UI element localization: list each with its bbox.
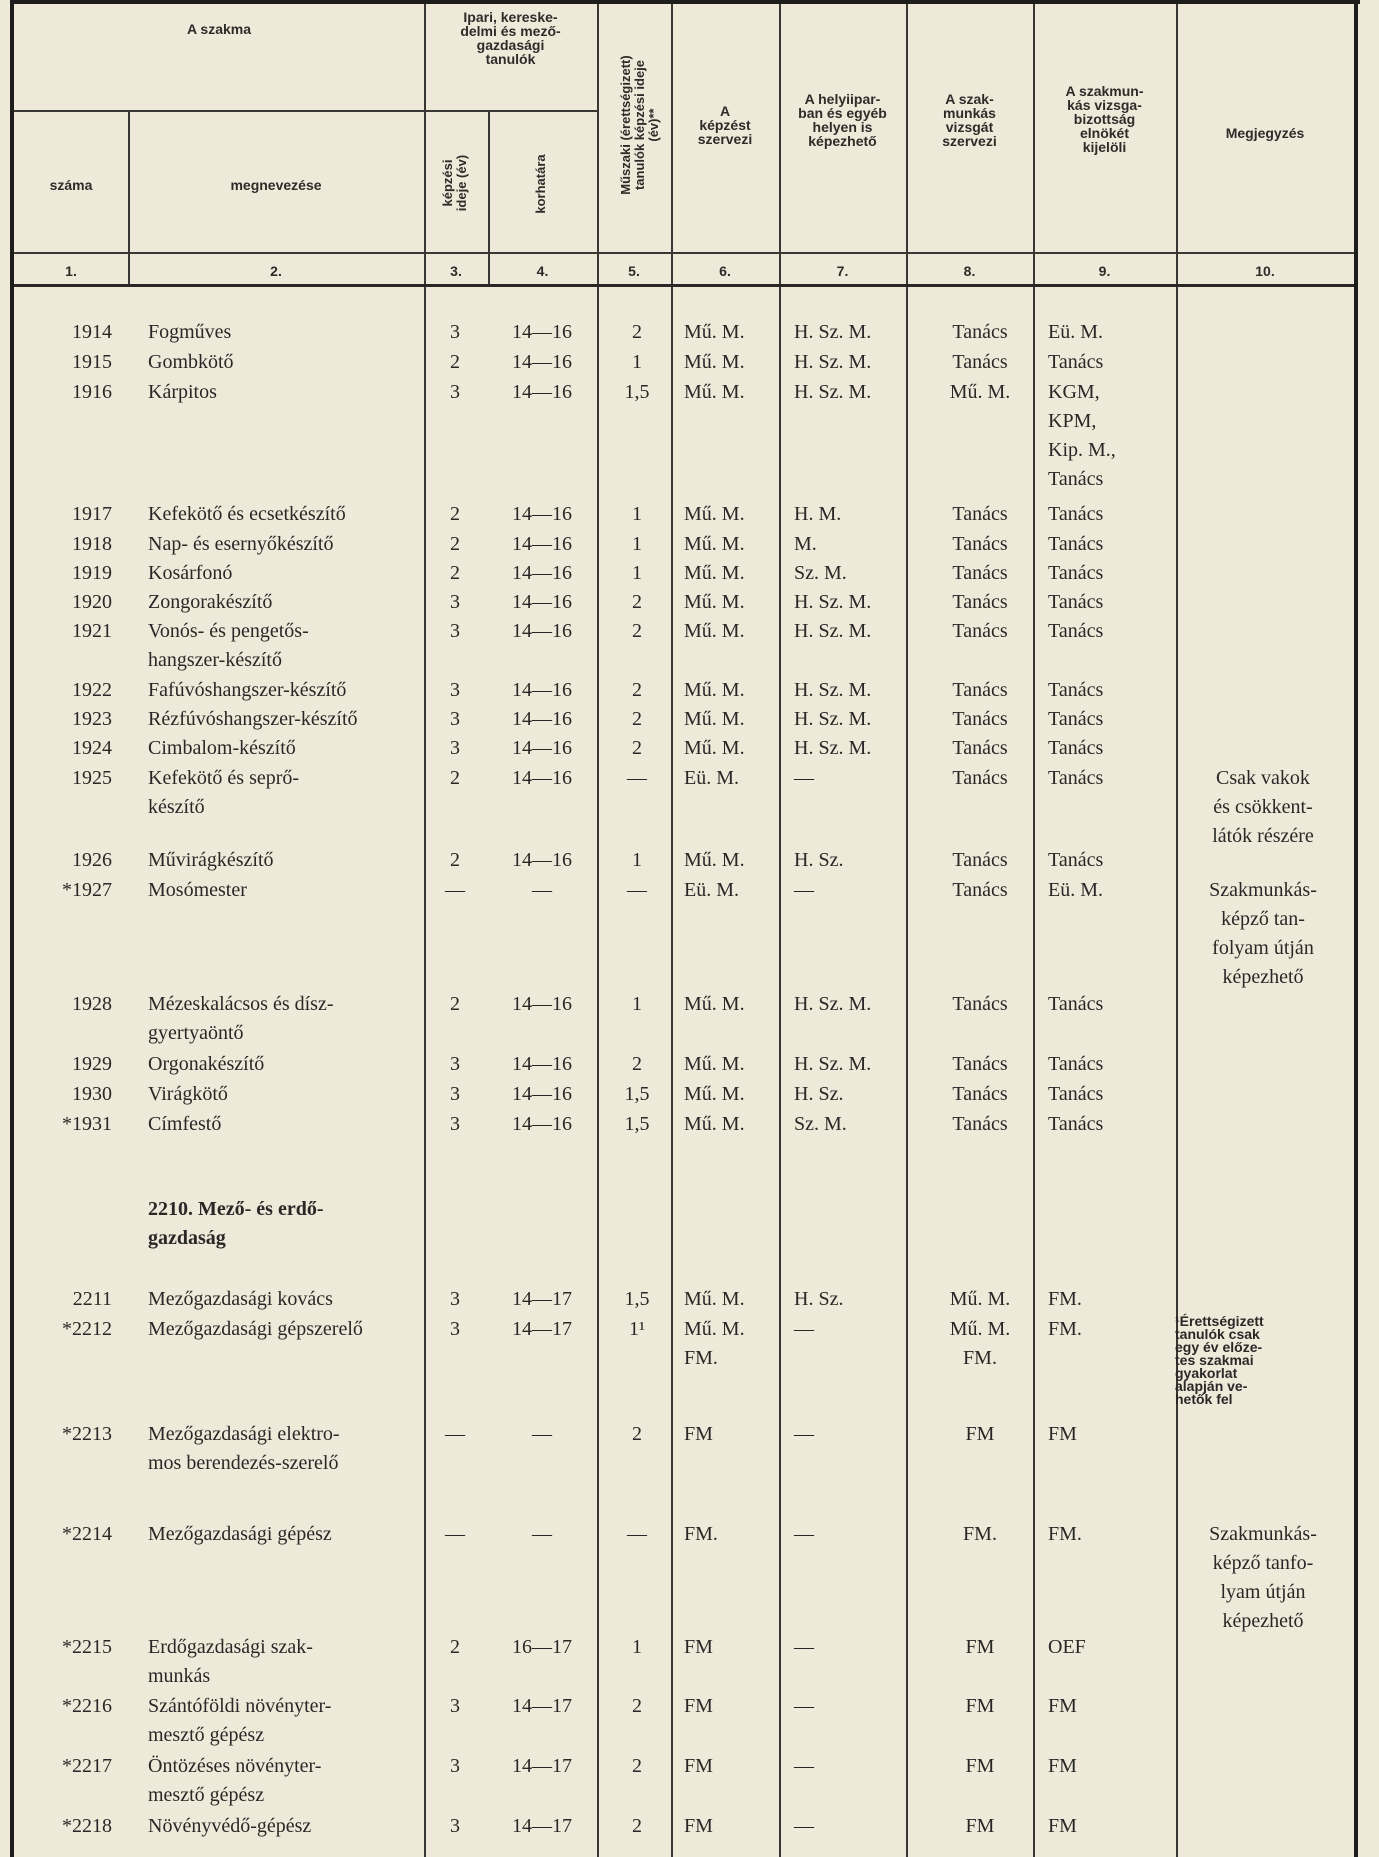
table-cell: Mű. M.	[684, 321, 745, 343]
table-cell: 2	[632, 620, 642, 642]
table-cell: 2	[450, 351, 460, 373]
table-cell: —	[794, 1636, 814, 1658]
table-cell: —	[794, 1755, 814, 1777]
table-cell: Tanács	[952, 1083, 1008, 1105]
table-cell: 1	[632, 849, 642, 871]
row-name: Kosárfonó	[148, 562, 233, 584]
table-cell: Tanács	[1048, 1113, 1104, 1135]
table-cell: —	[445, 879, 465, 901]
table-cell: KGM, KPM, Kip. M., Tanács	[1048, 381, 1116, 490]
table-cell: Tanács	[952, 503, 1008, 525]
row-name: Kefekötő és ecsetkészítő	[148, 503, 346, 525]
divider	[1033, 4, 1035, 1857]
table-cell: 2	[632, 1053, 642, 1075]
table-cell: 3	[450, 679, 460, 701]
table-cell: 3	[450, 1053, 460, 1075]
table-cell: Tanács	[952, 1053, 1008, 1075]
table-cell: H. Sz.	[794, 849, 844, 871]
column-number: 4.	[536, 263, 549, 279]
table-cell: Eü. M.	[684, 767, 739, 789]
table-cell: Tanács	[952, 767, 1008, 789]
table-cell: 1	[632, 1636, 642, 1658]
header-vizsgat-szervezi: A szak- munkás vizsgát szervezi	[942, 91, 997, 149]
table-cell: —	[532, 1523, 552, 1545]
table-cell: Mű. M.	[684, 533, 745, 555]
table-cell: 14—16	[512, 737, 572, 759]
table-cell: FM	[1048, 1423, 1077, 1445]
divider	[14, 110, 597, 112]
row-number: *1931	[62, 1113, 112, 1135]
table-cell: 14—16	[512, 562, 572, 584]
column-number: 2.	[270, 263, 282, 279]
table-cell: Eü. M.	[1048, 321, 1103, 343]
table-cell: H. Sz. M.	[794, 737, 872, 759]
table-cell: H. Sz.	[794, 1083, 844, 1105]
table-cell: H. Sz. M.	[794, 381, 872, 403]
table-cell: 14—16	[512, 351, 572, 373]
table-cell: 14—16	[512, 679, 572, 701]
table-cell: FM	[1048, 1755, 1077, 1777]
table-cell: FM.	[1048, 1318, 1082, 1340]
row-number: 1914	[72, 321, 112, 343]
divider	[597, 4, 599, 1857]
table-cell: —	[794, 1695, 814, 1717]
table-cell: H. Sz. M.	[794, 1053, 872, 1075]
table-cell: —	[627, 879, 647, 901]
table-cell: 1,5	[624, 1288, 650, 1310]
table-cell: FM	[1048, 1815, 1077, 1837]
table-cell: Tanács	[1048, 351, 1104, 373]
header-szama: száma	[49, 177, 93, 193]
row-number: 1915	[72, 351, 112, 373]
table-cell: 2	[632, 321, 642, 343]
row-name: Növényvédő-gépész	[148, 1815, 312, 1837]
row-number: *1927	[62, 879, 112, 901]
table-cell: —	[794, 1815, 814, 1837]
table-cell: 3	[450, 1695, 460, 1717]
table-cell: 1	[632, 503, 642, 525]
table-cell: Mű. M.	[949, 381, 1011, 403]
column-number: 1.	[65, 263, 77, 279]
table-cell: Tanács	[952, 620, 1008, 642]
header-muszaki: Műszaki (érettségizett) tanulók képzési ideje (év)**	[618, 55, 661, 195]
column-number: 7.	[836, 263, 849, 279]
row-number: *2215	[62, 1636, 112, 1658]
table-cell: FM.	[1048, 1288, 1082, 1310]
row-number: 1916	[72, 381, 112, 403]
table-cell: Mű. M. FM.	[684, 1318, 745, 1369]
header-megjegyzes: Megjegyzés	[1225, 125, 1305, 141]
table-cell: Tanács	[1048, 620, 1104, 642]
table-cell: 3	[450, 1288, 460, 1310]
table-cell: Mű. M.	[684, 737, 745, 759]
table-cell: Szakmunkás- képző tanfo- lyam útján képezhető	[1209, 1523, 1317, 1632]
table-cell: Tanács	[1048, 562, 1104, 584]
table-cell: Mű. M.	[684, 1113, 745, 1135]
column-number: 8.	[963, 263, 976, 279]
table-cell: 2	[632, 679, 642, 701]
table-cell: Mű. M. FM.	[949, 1318, 1011, 1369]
table-cell: 14—16	[512, 381, 572, 403]
table-cell: 16—17	[512, 1636, 572, 1658]
row-name: Erdőgazdasági szak- munkás	[148, 1636, 313, 1687]
table-cell: 1,5	[624, 1083, 650, 1105]
table-cell: 14—16	[512, 503, 572, 525]
table-cell: ¹Érettségizett tanulók csak egy év előze- tes szakmai gyakorlat alapján ve- hetők fel	[1175, 1313, 1264, 1407]
table-cell: FM	[1048, 1695, 1077, 1717]
table-cell: Tanács	[1048, 533, 1104, 555]
table-cell: —	[794, 1318, 814, 1340]
row-name: Virágkötő	[148, 1083, 228, 1105]
table-cell: Mű. M.	[684, 1083, 745, 1105]
table-cell: Tanács	[952, 737, 1008, 759]
table-cell: FM	[684, 1423, 713, 1445]
table-cell: 14—17	[512, 1755, 572, 1777]
table-cell: FM	[965, 1636, 995, 1658]
row-number: *2216	[62, 1695, 112, 1717]
table-cell: FM	[684, 1695, 713, 1717]
table-cell: —	[794, 1523, 814, 1545]
table-cell: Eü. M.	[684, 879, 739, 901]
table-cell: Tanács	[952, 849, 1008, 871]
page-edge-top	[10, 0, 1360, 4]
table-cell: 14—17	[512, 1815, 572, 1837]
table-cell: FM	[965, 1423, 995, 1445]
table-cell: Tanács	[1048, 737, 1104, 759]
table-cell: 14—17	[512, 1288, 572, 1310]
row-name: Fogműves	[148, 321, 232, 343]
row-name: Művirágkészítő	[148, 849, 274, 871]
table-cell: 3	[450, 1815, 460, 1837]
table-cell: OEF	[1048, 1636, 1086, 1658]
column-number: 6.	[719, 263, 731, 279]
table-cell: —	[794, 1423, 814, 1445]
header-szakma: A szakma	[186, 21, 252, 37]
table-cell: Tanács	[952, 351, 1008, 373]
table-cell: Eü. M.	[1048, 879, 1103, 901]
column-number: 9.	[1098, 263, 1111, 279]
header-megnevezese: megnevezése	[230, 177, 322, 193]
table-cell: Mű. M.	[684, 1288, 745, 1310]
table-cell: Tanács	[952, 879, 1008, 901]
table-cell: Tanács	[1048, 708, 1104, 730]
table-cell: FM	[965, 1695, 995, 1717]
table-cell: 2	[632, 1423, 642, 1445]
table-cell: 14—17	[512, 1695, 572, 1717]
row-number: *2214	[62, 1523, 112, 1545]
table-cell: 14—16	[512, 1083, 572, 1105]
table-cell: H. Sz.	[794, 1288, 844, 1310]
table-cell: 3	[450, 1113, 460, 1135]
header-elnoket-kijeloli: A szakmun- kás vizsga- bizottság elnökét kijelöli	[1065, 83, 1144, 155]
table-cell: FM	[965, 1755, 995, 1777]
table-cell: FM.	[963, 1523, 997, 1545]
table-cell: 14—16	[512, 1053, 572, 1075]
divider	[779, 4, 781, 1857]
table-cell: —	[794, 879, 814, 901]
divider	[906, 4, 908, 1857]
table-cell: 2	[450, 533, 460, 555]
table-cell: Tanács	[1048, 1083, 1104, 1105]
table-cell: Tanács	[952, 591, 1008, 613]
table-cell: Tanács	[952, 679, 1008, 701]
header-tanulok: Ipari, kereske- delmi és mező- gazdasági tanulók	[460, 9, 561, 67]
row-name: Mosómester	[148, 879, 247, 901]
row-name: Mezőgazdasági elektro- mos berendezés-szerelő	[148, 1423, 340, 1474]
row-number: 1929	[72, 1053, 112, 1075]
table-cell: Mű. M.	[684, 381, 745, 403]
row-number: *2218	[62, 1815, 112, 1837]
table-cell: 1,5	[624, 1113, 650, 1135]
table-cell: 3	[450, 321, 460, 343]
table-cell: Mű. M.	[684, 562, 745, 584]
table-cell: 14—16	[512, 533, 572, 555]
header-helyiiparban: A helyiipar- ban és egyéb helyen is képezhető	[798, 91, 887, 149]
row-name: Orgonakészítő	[148, 1053, 265, 1075]
table-cell: Mű. M.	[684, 351, 745, 373]
table-cell: Tanács	[952, 1113, 1008, 1135]
table-cell: 2	[632, 591, 642, 613]
table-cell: 2	[450, 993, 460, 1015]
divider	[128, 110, 130, 285]
row-name: Kárpitos	[148, 381, 217, 403]
table-cell: 2	[450, 849, 460, 871]
row-number: 1923	[72, 708, 112, 730]
table-cell: M.	[794, 533, 817, 555]
divider	[14, 252, 1354, 254]
table-cell: FM	[684, 1636, 713, 1658]
row-name: Öntözéses növényter- mesztő gépész	[148, 1755, 322, 1806]
table-cell: 14—17	[512, 1318, 572, 1340]
row-number: 1922	[72, 679, 112, 701]
row-name: Mézeskalácsos és dísz- gyertyaöntő	[148, 993, 334, 1044]
table-cell: Tanács	[1048, 591, 1104, 613]
table-cell: —	[627, 767, 647, 789]
table-cell: —	[794, 767, 814, 789]
divider	[671, 4, 673, 1857]
row-name: Szántóföldi növényter- mesztő gépész	[148, 1695, 332, 1746]
row-name: Zongorakészítő	[148, 591, 273, 613]
table-cell: 3	[450, 620, 460, 642]
row-name: Fafúvóshangszer-készítő	[148, 679, 347, 701]
table-cell: 1	[632, 533, 642, 555]
table-cell: Sz. M.	[794, 1113, 847, 1135]
column-number: 3.	[450, 263, 462, 279]
table-cell: 2	[450, 503, 460, 525]
table-cell: Tanács	[952, 533, 1008, 555]
table-cell: Mű. M.	[684, 620, 745, 642]
table-cell: Tanács	[952, 562, 1008, 584]
row-name: Vonós- és pengetős- hangszer-készítő	[148, 620, 309, 671]
table-cell: H. Sz. M.	[794, 679, 872, 701]
table-cell: Tanács	[1048, 503, 1104, 525]
table-cell: H. Sz. M.	[794, 591, 872, 613]
header-rule	[14, 284, 1354, 287]
table-cell: 2	[450, 562, 460, 584]
row-name: Mezőgazdasági gépész	[148, 1523, 332, 1545]
table-cell: 3	[450, 1755, 460, 1777]
row-number: 1919	[72, 562, 112, 584]
table-cell: 1,5	[624, 381, 650, 403]
row-name: Mezőgazdasági gépszerelő	[148, 1318, 363, 1340]
row-number: 1920	[72, 591, 112, 613]
table-cell: —	[627, 1523, 647, 1545]
row-number: *2212	[62, 1318, 112, 1340]
table-cell: 1	[632, 351, 642, 373]
row-number: *2217	[62, 1755, 112, 1777]
page-edge-right	[1354, 0, 1358, 1857]
table-cell: Tanács	[952, 708, 1008, 730]
table-cell: FM	[684, 1755, 713, 1777]
row-name: Nap- és esernyőkészítő	[148, 533, 334, 555]
table-cell: Mű. M.	[684, 849, 745, 871]
column-number: 10.	[1255, 263, 1275, 279]
table-cell: Csak vakok és csökkent- látók részére	[1212, 767, 1314, 847]
table-cell: 2	[450, 767, 460, 789]
row-number: 1918	[72, 533, 112, 555]
table-cell: —	[445, 1523, 465, 1545]
table-cell: 14—16	[512, 591, 572, 613]
table-cell: Mű. M.	[949, 1288, 1011, 1310]
header-kepzesi-ideje: képzési ideje (év)	[440, 154, 469, 212]
table-cell: Szakmunkás- képző tan- folyam útján képezhető	[1209, 879, 1317, 988]
table-cell: 2	[632, 1695, 642, 1717]
row-number: 1926	[72, 849, 112, 871]
table-cell: Tanács	[1048, 679, 1104, 701]
table-cell: Tanács	[1048, 767, 1104, 789]
row-number: *2213	[62, 1423, 112, 1445]
row-name: Címfestő	[148, 1113, 222, 1135]
table-cell: 3	[450, 381, 460, 403]
table-cell: 14—16	[512, 767, 572, 789]
table-cell: 2	[632, 1755, 642, 1777]
table-cell: FM.	[1048, 1523, 1082, 1545]
table-cell: 3	[450, 708, 460, 730]
table-cell: H. Sz. M.	[794, 708, 872, 730]
table-cell: FM.	[684, 1523, 718, 1545]
table-cell: 14—16	[512, 1113, 572, 1135]
table-cell: Mű. M.	[684, 591, 745, 613]
table-cell: H. Sz. M.	[794, 620, 872, 642]
row-number: 1924	[72, 737, 112, 759]
row-name: Kefekötő és seprő- készítő	[148, 767, 300, 818]
table-cell: —	[445, 1423, 465, 1445]
row-name: Rézfúvóshangszer-készítő	[148, 708, 358, 730]
table-cell: 3	[450, 1083, 460, 1105]
table-cell: 3	[450, 1318, 460, 1340]
table-cell: 14—16	[512, 849, 572, 871]
table-cell: 3	[450, 737, 460, 759]
row-number: 1917	[72, 503, 112, 525]
divider	[488, 110, 490, 285]
table-cell: 14—16	[512, 620, 572, 642]
table-cell: Tanács	[952, 993, 1008, 1015]
table-cell: H. Sz. M.	[794, 321, 872, 343]
page-edge-left	[10, 0, 14, 1857]
table-cell: Tanács	[1048, 849, 1104, 871]
table-cell: Mű. M.	[684, 503, 745, 525]
table-cell: —	[532, 879, 552, 901]
row-number: 2211	[72, 1288, 112, 1310]
header-korhatara: korhatára	[533, 154, 548, 214]
row-number: 1930	[72, 1083, 112, 1105]
table-cell: Mű. M.	[684, 993, 745, 1015]
column-number: 5.	[628, 263, 640, 279]
table-cell: 1	[632, 993, 642, 1015]
table-cell: —	[532, 1423, 552, 1445]
row-name: Cimbalom-készítő	[148, 737, 296, 759]
row-name: Mezőgazdasági kovács	[148, 1288, 333, 1310]
table-cell: 2	[450, 1636, 460, 1658]
table-cell: Tanács	[1048, 993, 1104, 1015]
table-cell: H. M.	[794, 503, 842, 525]
table-cell: 14—16	[512, 708, 572, 730]
table-cell: 1¹	[629, 1318, 645, 1340]
table-cell: 14—16	[512, 321, 572, 343]
row-number: 1928	[72, 993, 112, 1015]
table-cell: Sz. M.	[794, 562, 847, 584]
table-cell: 14—16	[512, 993, 572, 1015]
divider	[424, 4, 426, 1857]
row-name: Gombkötő	[148, 351, 234, 373]
row-number: 1925	[72, 767, 112, 789]
header-kepzest-szervezi: A képzést szervezi	[697, 103, 753, 147]
table-cell: H. Sz. M.	[794, 351, 872, 373]
table-cell: Mű. M.	[684, 1053, 745, 1075]
table-cell: Tanács	[952, 321, 1008, 343]
table-cell: 3	[450, 591, 460, 613]
table-cell: Mű. M.	[684, 708, 745, 730]
table-cell: FM	[965, 1815, 995, 1837]
table-cell: 2	[632, 708, 642, 730]
table-cell: 2	[632, 737, 642, 759]
table-cell: H. Sz. M.	[794, 993, 872, 1015]
row-number: 1921	[72, 620, 112, 642]
table-cell: Tanács	[1048, 1053, 1104, 1075]
table-cell: FM	[684, 1815, 713, 1837]
row-name: 2210. Mező- és erdő- gazdaság	[148, 1198, 324, 1249]
table-cell: Mű. M.	[684, 679, 745, 701]
table-cell: 2	[632, 1815, 642, 1837]
table-cell: 1	[632, 562, 642, 584]
